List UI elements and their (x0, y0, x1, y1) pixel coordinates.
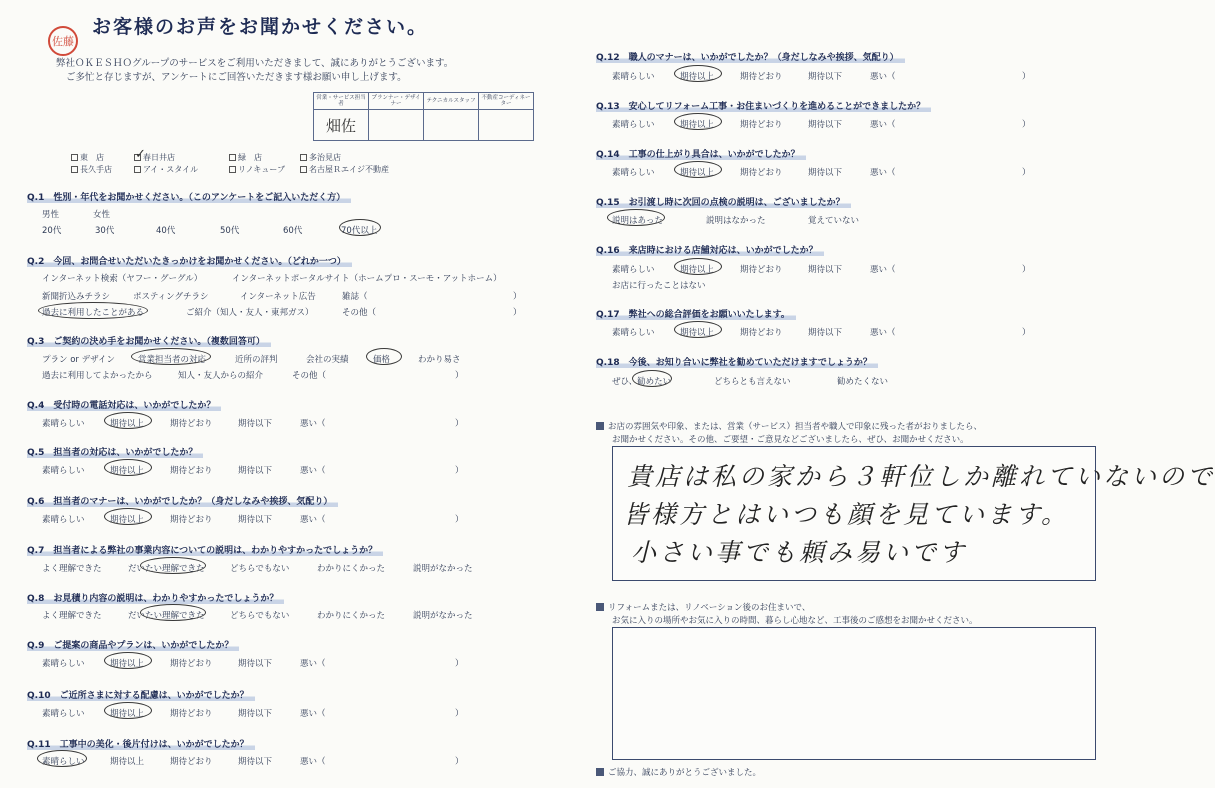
checkbox-icon (229, 154, 236, 161)
answer-circle (104, 412, 152, 429)
option[interactable]: 素晴らしい (42, 709, 85, 719)
option[interactable]: 悪い（ (300, 709, 326, 719)
answer-circle (366, 348, 402, 365)
option[interactable]: 期待どおり (170, 709, 213, 719)
option[interactable]: 期待以下 (808, 120, 843, 130)
answer-circle (674, 321, 722, 338)
option[interactable]: 期待以上 (110, 709, 145, 719)
option[interactable]: どちらでもない (230, 611, 290, 621)
answer-circle (104, 459, 152, 476)
option[interactable]: その他（ (292, 371, 327, 381)
answer-circle (140, 557, 206, 574)
option: ） (455, 466, 464, 476)
option[interactable]: 70代以上 (341, 226, 378, 236)
option[interactable]: 期待以下 (808, 328, 843, 338)
option[interactable]: 期待以上 (110, 515, 145, 525)
option[interactable]: 期待どおり (170, 757, 213, 767)
answer-circle (104, 702, 152, 719)
option[interactable]: インターネット広告 (240, 292, 316, 302)
option[interactable]: 期待以上 (110, 466, 145, 476)
option[interactable]: 期待以上 (110, 757, 145, 767)
shop-option[interactable]: 名古屋Ｒエイジ不動産 (300, 164, 389, 175)
option[interactable]: 会社の実績 (306, 355, 349, 365)
answer-circle (37, 750, 87, 767)
option[interactable]: 新聞折込みチラシ (42, 292, 111, 302)
question-label: Q.14 工事の仕上がり具合は、いかがでしたか？ (596, 147, 806, 160)
answer-circle (140, 604, 206, 621)
comment-prompt-line-2: お気に入りの場所やお気に入りの時間、暮らし心地など、工事後のご感想をお聞かせください。 (612, 616, 978, 626)
staff-header-technical: テクニカルスタッフ (424, 93, 479, 110)
option[interactable]: 悪い（ (300, 757, 326, 767)
staff-value-planner[interactable] (369, 110, 424, 141)
option[interactable]: 営業担当者の対応 (138, 355, 207, 365)
staff-table (313, 92, 534, 141)
staff-value-realestate[interactable] (479, 110, 534, 141)
shop-option[interactable]: 緑 店 (229, 152, 262, 163)
shop-option[interactable]: 春日井店 (134, 152, 175, 163)
option: ） (1022, 120, 1031, 130)
option[interactable]: 期待以上 (110, 659, 145, 669)
option: ） (513, 292, 522, 302)
option[interactable]: わかりにくかった (317, 611, 386, 621)
option[interactable]: 価格 (373, 355, 391, 365)
question-label: Q.6 担当者のマナーは、いかがでしたか？（身だしなみや挨拶、気配り） (27, 494, 338, 507)
option[interactable]: 説明がなかった (413, 611, 473, 621)
checkbox-icon (71, 166, 78, 173)
question-label: Q.15 お引渡し時に次回の点検の説明は、ございましたか？ (596, 195, 851, 208)
option[interactable]: 期待どおり (740, 265, 783, 275)
option: ） (455, 419, 464, 429)
checkbox-icon (300, 154, 307, 161)
check-mark-icon: ✓ (135, 147, 146, 162)
option[interactable]: よく理解できた (42, 611, 102, 621)
staff-value-technical[interactable] (424, 110, 479, 141)
option[interactable]: 期待以下 (238, 709, 273, 719)
checkbox-icon (71, 154, 78, 161)
option[interactable]: 期待以上 (680, 328, 715, 338)
comment-prompt-line-1: お店の雰囲気や印象、または、営業（サービス）担当者や職人で印象に残った者がおりましたら、 (596, 420, 982, 432)
option[interactable]: 期待以上 (680, 120, 715, 130)
question-label: Q.4 受付時の電話対応は、いかがでしたか？ (27, 398, 221, 411)
staff-header-realestate: 不動産コーディネーター (479, 93, 534, 110)
option[interactable]: 女性 (93, 210, 111, 220)
answer-circle (339, 219, 381, 236)
option[interactable]: 近所の評判 (235, 355, 278, 365)
question-label: Q.2 今回、お問合せいただいたきっかけをお聞かせください。（どれか一つ） (27, 254, 352, 267)
answer-circle (104, 652, 152, 669)
option[interactable]: 期待以下 (238, 757, 273, 767)
option[interactable]: 期待以上 (680, 72, 715, 82)
answer-circle (674, 65, 722, 82)
option[interactable]: 期待以下 (808, 168, 843, 178)
checkbox-icon (134, 166, 141, 173)
option[interactable]: インターネット検索（ヤフー・グーグル） (42, 274, 203, 284)
staff-header-planner: プランナー・デザイナー (369, 93, 424, 110)
option[interactable]: 過去に利用したことがある (42, 308, 145, 318)
option[interactable]: 説明がなかった (413, 564, 473, 574)
option[interactable]: わかり易さ (418, 355, 461, 365)
option[interactable]: 悪い（ (300, 466, 326, 476)
page-title: お客様のお声をお聞かせください。 (92, 16, 429, 38)
seal-stamp: 佐藤 (48, 26, 78, 56)
option[interactable]: 素晴らしい (42, 757, 85, 767)
comment-prompt-line-1: リフォームまたは、リノベーション後のお住まいで、 (596, 601, 810, 613)
option[interactable]: 期待以上 (110, 419, 145, 429)
option[interactable]: 期待どおり (170, 515, 213, 525)
square-bullet-icon (596, 768, 604, 776)
question-label: Q.9 ご提案の商品やプランは、いかがでしたか？ (27, 638, 239, 651)
staff-header-sales: 営業・サービス担当者 (314, 93, 369, 110)
checkbox-icon (300, 166, 307, 173)
option[interactable]: 期待どおり (170, 466, 213, 476)
question-label: Q.10 ご近所さまに対する配慮は、いかがでしたか？ (27, 688, 255, 701)
question-label: Q.16 来店時における店舗対応は、いかがでしたか？ (596, 243, 824, 256)
question-label: Q.18 今後、お知り合いに弊社を勧めていただけますでしょうか？ (596, 355, 878, 368)
option[interactable]: よく理解できた (42, 564, 102, 574)
option[interactable]: 50代 (220, 226, 240, 236)
option[interactable]: 悪い（ (870, 328, 896, 338)
question-label: Q.11 工事中の美化・後片付けは、いかがでしたか？ (27, 737, 255, 750)
option[interactable]: 悪い（ (300, 659, 326, 669)
option[interactable]: だいたい理解できた (128, 611, 205, 621)
option[interactable]: 期待どおり (170, 659, 213, 669)
question-label: Q.7 担当者による弊社の事業内容についての説明は、わかりやすかったでしょうか？ (27, 543, 383, 556)
checkbox-icon (229, 166, 236, 173)
option[interactable]: わかりにくかった (317, 564, 386, 574)
option[interactable]: お店に行ったことはない (612, 281, 706, 291)
option[interactable]: 素晴らしい (42, 466, 85, 476)
footer-thanks: ご協力、誠にありがとうございました。 (596, 766, 761, 778)
option[interactable]: 期待どおり (740, 328, 783, 338)
handwritten-line: 小さい事でも頼み易いです (631, 538, 968, 567)
staff-value-sales[interactable]: 畑佐 (314, 110, 369, 141)
shop-option[interactable]: 多治見店 (300, 152, 341, 163)
option[interactable]: 期待以下 (238, 515, 273, 525)
option[interactable]: 20代 (42, 226, 62, 236)
option[interactable]: どちらとも言えない (714, 377, 791, 387)
option[interactable]: 期待どおり (740, 72, 783, 82)
option[interactable]: ポスティングチラシ (133, 292, 209, 302)
option[interactable]: 素晴らしい (42, 515, 85, 525)
option[interactable]: 男性 (42, 210, 60, 220)
option[interactable]: 60代 (283, 226, 303, 236)
answer-circle (607, 209, 665, 226)
option[interactable]: 悪い（ (300, 515, 326, 525)
question-label: Q.1 性別・年代をお聞かせください。（このアンケートをご記入いただく方） (27, 190, 351, 203)
option: ） (1022, 72, 1031, 82)
question-label: Q.5 担当者の対応は、いかがでしたか？ (27, 445, 203, 458)
option[interactable]: 素晴らしい (612, 72, 655, 82)
option[interactable]: 期待どおり (740, 168, 783, 178)
option: ） (455, 659, 464, 669)
option[interactable]: 期待以下 (238, 659, 273, 669)
option[interactable]: その他（ (342, 308, 377, 318)
option[interactable]: 説明はなかった (706, 216, 766, 226)
intro-line-2: ご多忙と存じますが、アンケートにご回答いただきます様お願い申し上げます。 (66, 72, 407, 83)
option[interactable]: ぜひ、勧めたい (612, 377, 672, 387)
option[interactable]: 悪い（ (870, 72, 896, 82)
option[interactable]: だいたい理解できた (128, 564, 205, 574)
option[interactable]: 期待どおり (740, 120, 783, 130)
answer-circle (674, 113, 722, 130)
option[interactable]: 過去に利用してよかったから (42, 371, 153, 381)
option[interactable]: インターネットポータルサイト（ホームプロ・スーモ・アットホーム） (232, 274, 502, 284)
question-label: Q.13 安心してリフォーム工事・お住まいづくりを進めることができましたか？ (596, 99, 931, 112)
option[interactable]: 勧めたくない (837, 377, 889, 387)
option[interactable]: 素晴らしい (612, 265, 655, 275)
option[interactable]: 悪い（ (870, 168, 896, 178)
answer-circle (674, 258, 722, 275)
option: ） (1022, 328, 1031, 338)
option[interactable]: 素晴らしい (612, 328, 655, 338)
option[interactable]: 説明はあった (612, 216, 663, 226)
option[interactable]: 悪い（ (300, 419, 326, 429)
question-label: Q.12 職人のマナーは、いかがでしたか？（身だしなみや挨拶、気配り） (596, 50, 905, 63)
intro-line-1: 弊社ＯＫＥＳＨＯグループのサービスをご利用いただきまして、誠にありがとうございます。 (56, 58, 454, 69)
shop-option[interactable]: リノキューブ (229, 164, 285, 175)
option[interactable]: 期待以下 (238, 419, 273, 429)
question-label: Q.17 弊社への総合評価をお願いいたします。 (596, 307, 796, 320)
option: ） (513, 308, 522, 318)
option[interactable]: 30代 (95, 226, 115, 236)
question-label: Q.3 ご契約の決め手をお聞かせください。（複数回答可） (27, 334, 271, 347)
square-bullet-icon (596, 422, 604, 430)
option[interactable]: 期待どおり (170, 419, 213, 429)
option[interactable]: 素晴らしい (42, 419, 85, 429)
option: ） (455, 515, 464, 525)
answer-circle (674, 161, 722, 178)
option[interactable]: 期待以上 (680, 265, 715, 275)
option[interactable]: プラン or デザイン (42, 355, 116, 365)
option[interactable]: どちらでもない (230, 564, 290, 574)
option: ） (455, 709, 464, 719)
option[interactable]: 雑誌（ (342, 292, 368, 302)
option: ） (1022, 168, 1031, 178)
answer-circle (632, 370, 672, 387)
option[interactable]: 期待以下 (808, 265, 843, 275)
option[interactable]: 覚えていない (808, 216, 860, 226)
comment-box-impressions[interactable] (612, 446, 1215, 581)
answer-circle (104, 508, 152, 525)
question-label: Q.8 お見積り内容の説明は、わかりやすかったでしょうか？ (27, 591, 284, 604)
shop-option[interactable]: アイ・スタイル (134, 164, 198, 175)
option: ） (1022, 265, 1031, 275)
option[interactable]: 期待以下 (808, 72, 843, 82)
comment-box-after-construction[interactable] (612, 627, 1096, 760)
comment-prompt-line-2: お聞かせください。その他、ご要望・ご意見などございましたら、ぜひ、お聞かせください。 (612, 435, 969, 445)
shop-option[interactable]: 長久手店 (71, 164, 112, 175)
square-bullet-icon (596, 603, 604, 611)
option[interactable]: 期待以上 (680, 168, 715, 178)
answer-circle (131, 348, 211, 365)
answer-circle (38, 302, 148, 319)
option[interactable]: 素晴らしい (42, 659, 85, 669)
handwritten-line: 貴店は私の家から３軒位しか離れていないので (627, 462, 1215, 491)
option[interactable]: 素晴らしい (612, 120, 655, 130)
handwritten-line: 皆様方とはいつも顔を見ています。 (623, 500, 1070, 529)
shop-option[interactable]: 東 店 (71, 152, 104, 163)
option[interactable]: 素晴らしい (612, 168, 655, 178)
option[interactable]: 悪い（ (870, 265, 896, 275)
option: ） (455, 757, 464, 767)
option[interactable]: ご紹介（知人・友人・東邦ガス） (186, 308, 314, 318)
option[interactable]: 知人・友人からの紹介 (178, 371, 264, 381)
option[interactable]: 40代 (156, 226, 176, 236)
option[interactable]: 期待以下 (238, 466, 273, 476)
option[interactable]: 悪い（ (870, 120, 896, 130)
option: ） (455, 371, 464, 381)
